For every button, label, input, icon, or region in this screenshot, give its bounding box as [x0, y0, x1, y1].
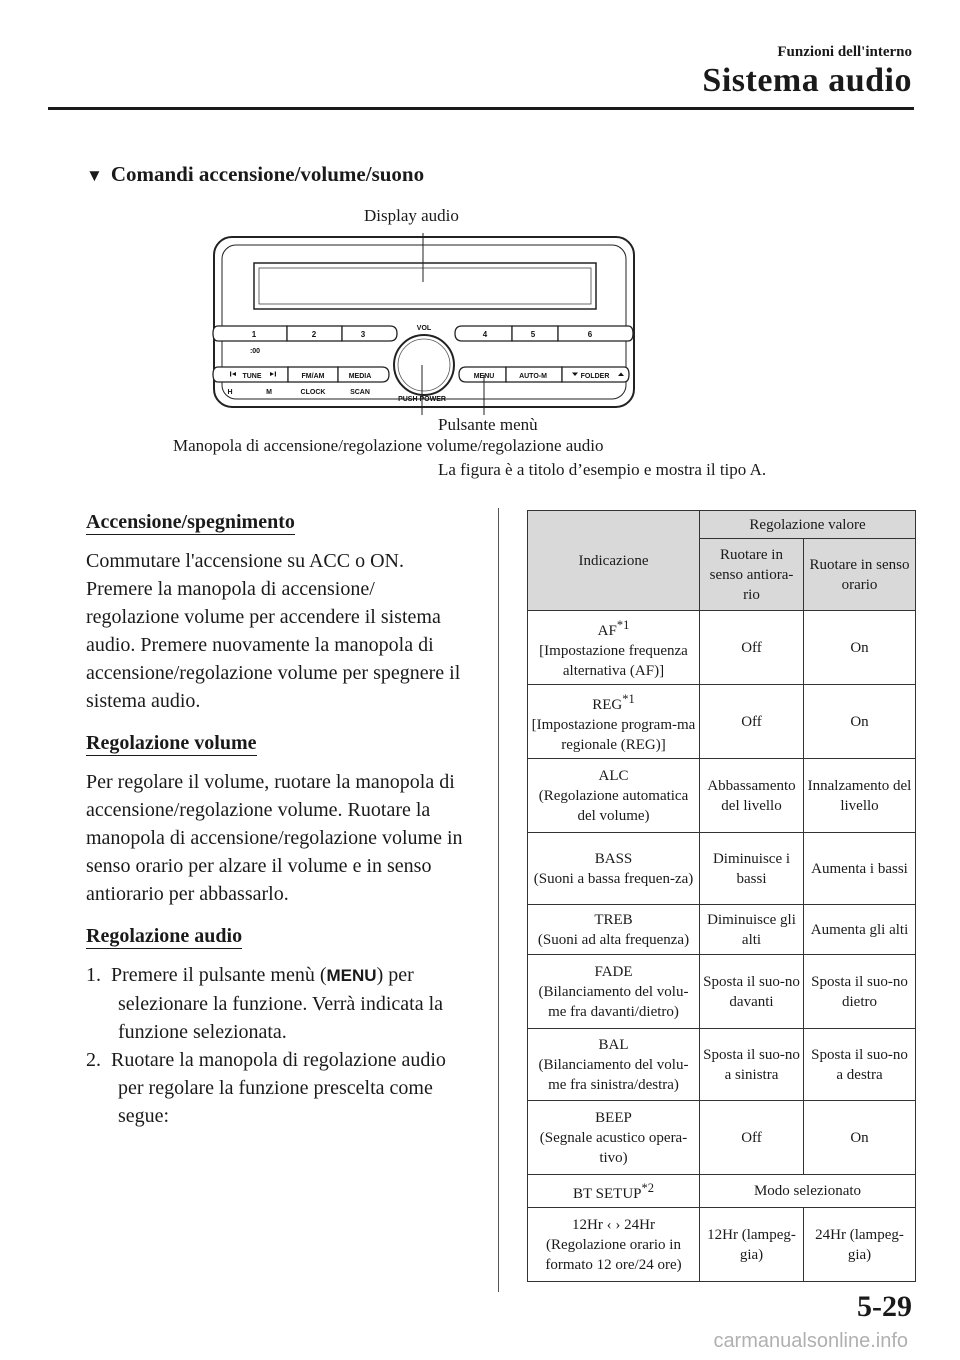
step-2: 2. Ruotare la manopola di regolazione audio per regolare la funzione prescelta come segue:: [86, 1049, 446, 1127]
triangle-bullet-icon: ▼: [86, 166, 103, 185]
scan-label: SCAN: [350, 389, 370, 396]
preset-1-label: 1: [251, 330, 257, 339]
clock-label: CLOCK: [300, 389, 326, 396]
chapter-title: Sistema audio: [702, 62, 912, 99]
table-row: FADE (Bilanciamento del volu-me fra davanti/dietro) Sposta il suo-no davanti Sposta il suo-no dietro: [528, 955, 916, 1029]
header-ccw: Ruotare in senso antiora-rio: [700, 539, 804, 611]
fm-am-label: FM/AM: [301, 373, 325, 380]
figure-caption: La figura è a titolo d’esempio e mostra il tipo A.: [438, 460, 767, 479]
watermark: carmanualsonline.info: [713, 1330, 908, 1352]
heading-volume: Regolazione volume: [86, 732, 257, 754]
preset-6-button: [558, 326, 633, 341]
table-row: BEEP (Segnale acustico opera-tivo) Off On: [528, 1101, 916, 1175]
label-menu-button: Pulsante menù: [438, 415, 538, 434]
m-label: M: [266, 389, 272, 396]
radio-figure: [200, 225, 650, 415]
folder-label: FOLDER: [580, 373, 610, 380]
h-label: H: [227, 389, 233, 396]
preset-3-label: 3: [360, 330, 366, 339]
step-1: 1. Premere il pulsante menù (MENU) per selezionare la funzione. Verrà indicata la funzione selezionata.: [86, 964, 444, 1043]
menu-label: MENU: [473, 373, 495, 380]
preset-2-label: 2: [311, 330, 317, 339]
auto-m-label: AUTO-M: [519, 373, 547, 380]
header-cw: Ruotare in senso orario: [804, 539, 916, 611]
table-row: TREB (Suoni ad alta frequenza) Diminuisce gli alti Aumenta gli alti: [528, 905, 916, 955]
table-row: BT SETUP$^{*2}$ Modo selezionato: [528, 1175, 916, 1208]
header-rule: [48, 107, 914, 110]
label-display-audio: Display audio: [364, 206, 459, 225]
menu-keyword: MENU: [326, 966, 377, 985]
preset-6-label: 6: [587, 330, 593, 339]
sub-00-label: :00: [249, 348, 261, 355]
heading-power: Accensione/spegnimento: [86, 511, 295, 533]
table-row: ALC (Regolazione automatica del volume) Abbassamento del livello Innalzamento del livello: [528, 759, 916, 833]
section-title: ▼ Comandi accensione/volume/suono: [86, 162, 425, 186]
label-knob: Manopola di accensione/regolazione volume/regolazione audio: [173, 436, 604, 455]
preset-4-label: 4: [482, 330, 488, 339]
push-power-label: PUSH POWER: [398, 396, 446, 403]
body-column: [86, 508, 471, 1130]
heading-audio: Regolazione audio: [86, 925, 243, 947]
table-row: 12Hr ‹ › 24Hr (Regolazione orario in formato 12 ore/24 ore) 12Hr (lampeg-gia) 24Hr (lampeg-gia): [528, 1208, 916, 1282]
header-indicazione: Indicazione: [528, 511, 700, 611]
para-power: Commutare l'accensione su ACC o ON. Premere la manopola di accensione/ regolazione volume per accendere il sistema audio. Premere nuovamente la manopola di accensione/regolazione volume per spegnere il sistema audio.: [86, 550, 461, 712]
preset-1-button: [213, 326, 287, 341]
audio-display: [254, 263, 596, 309]
header-regolazione: Regolazione valore: [700, 511, 916, 539]
media-label: MEDIA: [348, 373, 372, 380]
page-number: 5-29: [857, 1290, 912, 1323]
preset-5-label: 5: [530, 330, 536, 339]
vol-label: VOL: [416, 325, 432, 332]
table-row: BASS (Suoni a bassa frequen-za) Diminuisce i bassi Aumenta i bassi: [528, 833, 916, 905]
preset-3-button: [342, 326, 397, 341]
audio-settings-table: [527, 510, 916, 1282]
table-row: REG$^{*1}$ [Impostazione program-ma regionale (REG)] Off On: [528, 685, 916, 759]
table-row: BAL (Bilanciamento del volu-me fra sinistra/destra) Sposta il suo-no a sinistra Sposta il suo-no a destra: [528, 1029, 916, 1101]
table-row: AF$^{*1}$ [Impostazione frequenza alternativa (AF)] Off On: [528, 611, 916, 685]
chapter-subtitle: Funzioni dell'interno: [777, 44, 912, 60]
column-divider: [498, 508, 499, 1292]
para-volume: Per regolare il volume, ruotare la manopola di accensione/regolazione volume. Ruotare la manopola di accensione/regolazione volume in senso orario per alzare il volume e in senso antiorario per abbassarlo.: [86, 771, 463, 905]
tune-label: TUNE: [242, 373, 262, 380]
power-volume-knob: [394, 335, 454, 395]
